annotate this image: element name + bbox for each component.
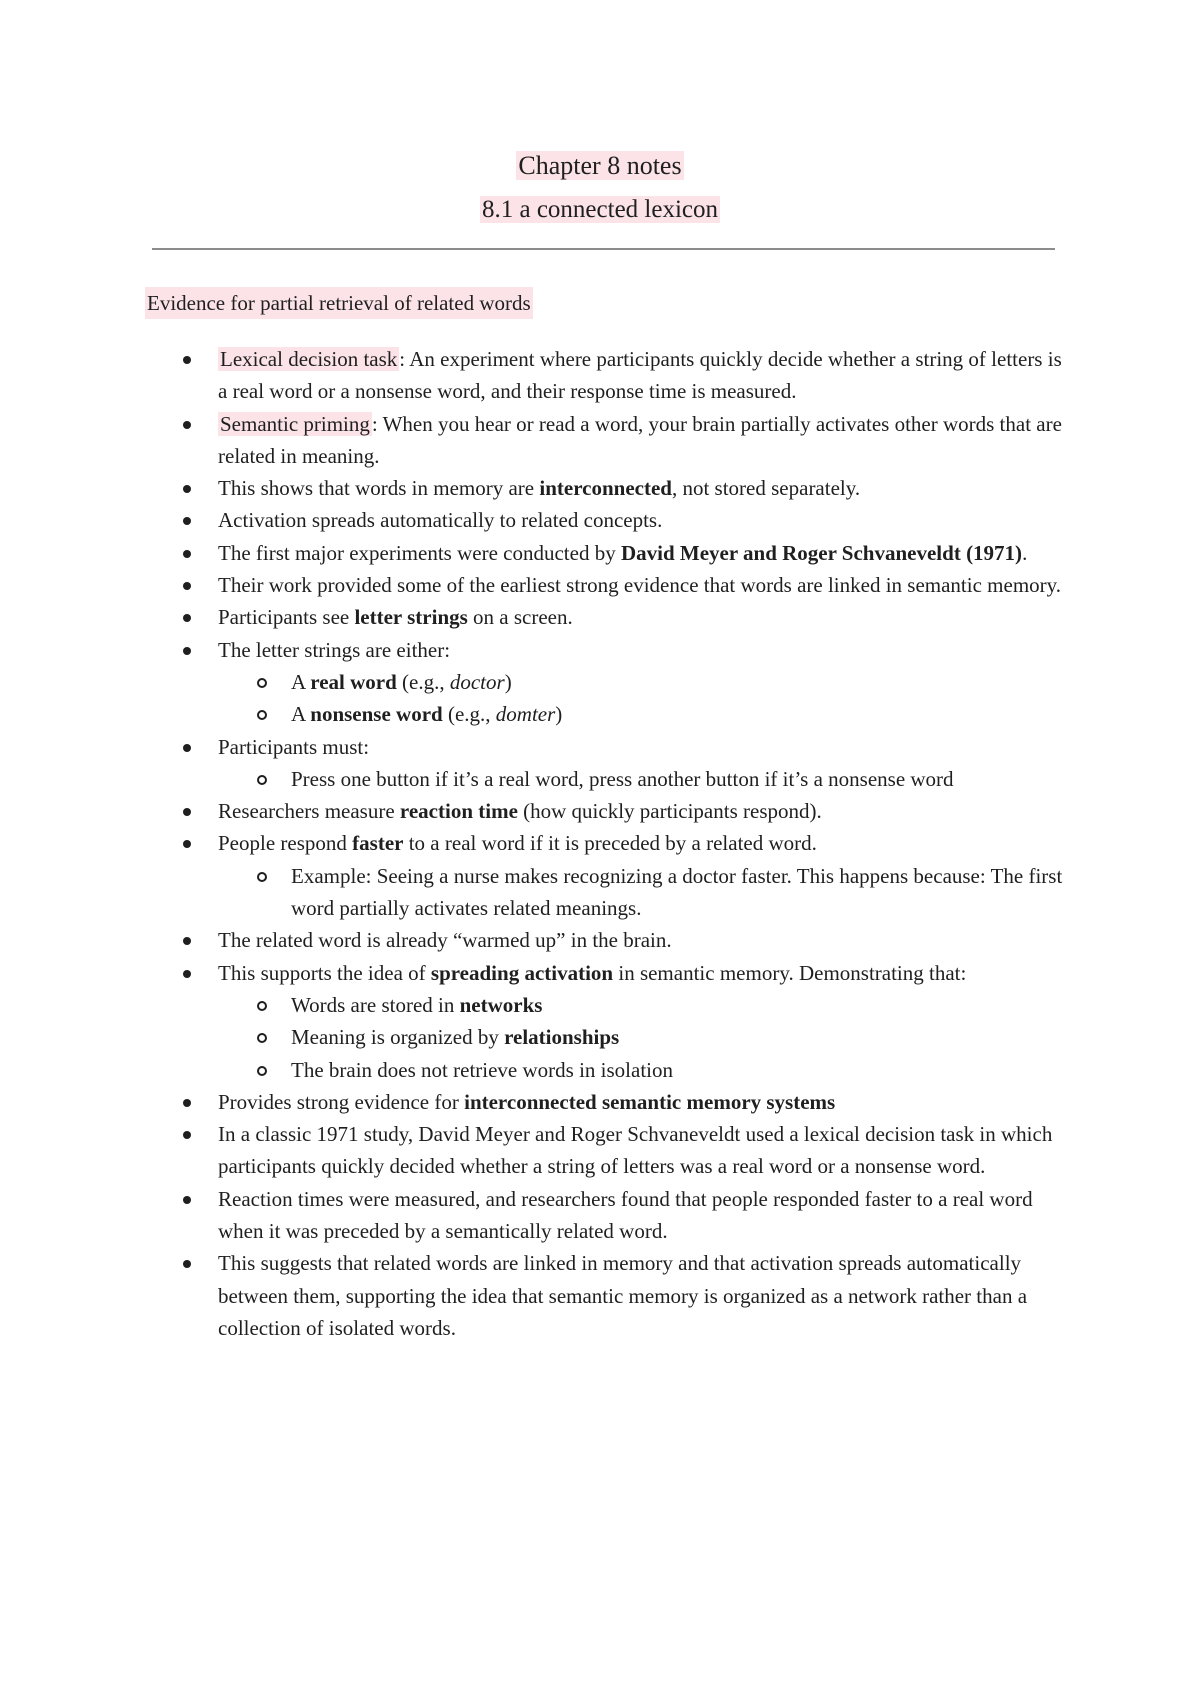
text-run: : An experiment where participants quickly decide whether a string of letters is a real word or a nonsense word, and their response time is measured. (218, 347, 1062, 404)
text-run: (e.g., (396, 669, 450, 694)
text-run: Participants see (218, 605, 355, 630)
bullet-icon (183, 937, 191, 945)
bold-text: reaction time (399, 799, 518, 824)
list-item (145, 731, 1075, 763)
bullet-icon (183, 1260, 191, 1268)
list-item (145, 827, 1075, 859)
text-run: in semantic memory. Demonstrating that: (613, 960, 967, 985)
bold-text: faster (352, 831, 404, 856)
sub-list-item (145, 698, 1075, 730)
text-run: Reaction times were measured, and researchers found that people responded faster to a real word when it was preceded by a semantically related word. (218, 1186, 1033, 1244)
bold-text: David Meyer and Roger Schvaneveldt (1971) (620, 540, 1023, 565)
list-item (145, 795, 1075, 827)
list-item (145, 537, 1075, 569)
hollow-bullet-icon (257, 872, 267, 882)
text-run: Participants must: (218, 734, 370, 759)
bullet-icon (183, 582, 191, 590)
italic-text: domter (495, 702, 556, 727)
list-item (145, 634, 1075, 666)
bold-text: relationships (504, 1025, 620, 1050)
hollow-bullet-icon (257, 1066, 267, 1076)
title-block (0, 144, 1200, 232)
bullet-icon (183, 1131, 191, 1139)
text-run: to a real word if it is preceded by a related word. (403, 831, 817, 856)
text-run: on a screen. (467, 605, 573, 630)
list-item (145, 504, 1075, 536)
sub-list-item (145, 1054, 1075, 1086)
bold-text: interconnected (539, 476, 672, 501)
text-run: ) (504, 669, 512, 694)
sub-list-item (145, 1021, 1075, 1053)
text-run: Activation spreads automatically to related concepts. (218, 508, 663, 533)
text-run: People respond (218, 831, 353, 856)
page-title: Chapter 8 notes (518, 151, 682, 180)
bold-text: nonsense word (310, 702, 443, 727)
text-run: The brain does not retrieve words in isolation (291, 1057, 673, 1082)
sub-list-item (145, 860, 1075, 925)
list-item (145, 472, 1075, 504)
sub-list-item (145, 666, 1075, 698)
text-run: The first major experiments were conducted by (218, 540, 621, 565)
notes-list (145, 343, 1075, 1344)
text-run: This supports the idea of (218, 960, 431, 985)
bullet-icon (183, 744, 191, 752)
hollow-bullet-icon (257, 1033, 267, 1043)
bullet-icon (183, 1196, 191, 1204)
bullet-icon (183, 808, 191, 816)
text-run: Words are stored in (291, 992, 460, 1017)
bullet-icon (183, 550, 191, 558)
sub-list-item (145, 763, 1075, 795)
text-run: (how quickly participants respond). (517, 799, 822, 824)
list-item (145, 1247, 1075, 1344)
highlighted-term: Semantic priming (220, 411, 370, 436)
bold-text: spreading activation (430, 960, 614, 985)
sub-list-item (145, 989, 1075, 1021)
bullet-icon (183, 970, 191, 978)
page-subtitle: 8.1 a connected lexicon (481, 196, 718, 223)
list-item (145, 601, 1075, 633)
section-heading: Evidence for partial retrieval of related words (145, 287, 533, 319)
bullet-icon (183, 647, 191, 655)
list-item (145, 924, 1075, 956)
text-run: . (1022, 540, 1028, 565)
bullet-icon (183, 356, 191, 364)
highlighted-term: Lexical decision task (220, 347, 398, 371)
text-run: This suggests that related words are linked in memory and that activation spreads automatically between them, supporting the idea that semantic memory is organized as a network rather than a collection of isolated words. (218, 1251, 1028, 1340)
text-run: Researchers measure (218, 799, 400, 824)
italic-text: doctor (449, 669, 505, 694)
list-item (145, 1086, 1075, 1118)
text-run: Meaning is organized by (291, 1025, 505, 1050)
text-run: A (291, 702, 311, 727)
bullet-icon (183, 840, 191, 848)
list-item (145, 1118, 1075, 1183)
hollow-bullet-icon (257, 710, 267, 720)
hollow-bullet-icon (257, 775, 267, 785)
text-run: , not stored separately. (671, 476, 861, 501)
horizontal-rule (152, 248, 1055, 250)
bold-text: letter strings (354, 605, 468, 630)
list-item (145, 569, 1075, 601)
bullet-icon (183, 1099, 191, 1107)
text-run: A (291, 669, 311, 694)
text-run: The letter strings are either: (218, 637, 451, 662)
bullet-icon (183, 421, 191, 429)
list-item (145, 1183, 1075, 1248)
list-item (145, 957, 1075, 989)
bullet-icon (183, 517, 191, 525)
text-run: ) (555, 702, 563, 727)
text-run: : When you hear or read a word, your brain partially activates other words that are related in meaning. (218, 411, 1062, 468)
bullet-icon (183, 485, 191, 493)
text-run: Provides strong evidence for (218, 1089, 465, 1114)
text-run: Press one button if it’s a real word, press another button if it’s a nonsense word (291, 766, 954, 791)
text-run: Their work provided some of the earliest strong evidence that words are linked in semantic memory. (218, 573, 1062, 598)
text-run: Example: Seeing a nurse makes recognizing a doctor faster. This happens because: The first word partially activates related meanings. (291, 863, 1063, 921)
text-run: This shows that words in memory are (218, 476, 540, 501)
hollow-bullet-icon (257, 678, 267, 688)
bold-text: real word (310, 669, 397, 694)
hollow-bullet-icon (257, 1001, 267, 1011)
list-item (145, 343, 1075, 408)
text-run: In a classic 1971 study, David Meyer and Roger Schvaneveldt used a lexical decision task in which participants quickly decided whether a string of letters was a real word or a nonsense word. (218, 1122, 1053, 1179)
bullet-icon (183, 614, 191, 622)
bold-text: interconnected semantic memory systems (464, 1089, 836, 1114)
text-run: The related word is already “warmed up” in the brain. (218, 928, 672, 953)
bold-text: networks (459, 992, 543, 1017)
text-run: (e.g., (442, 702, 496, 727)
list-item (145, 408, 1075, 473)
